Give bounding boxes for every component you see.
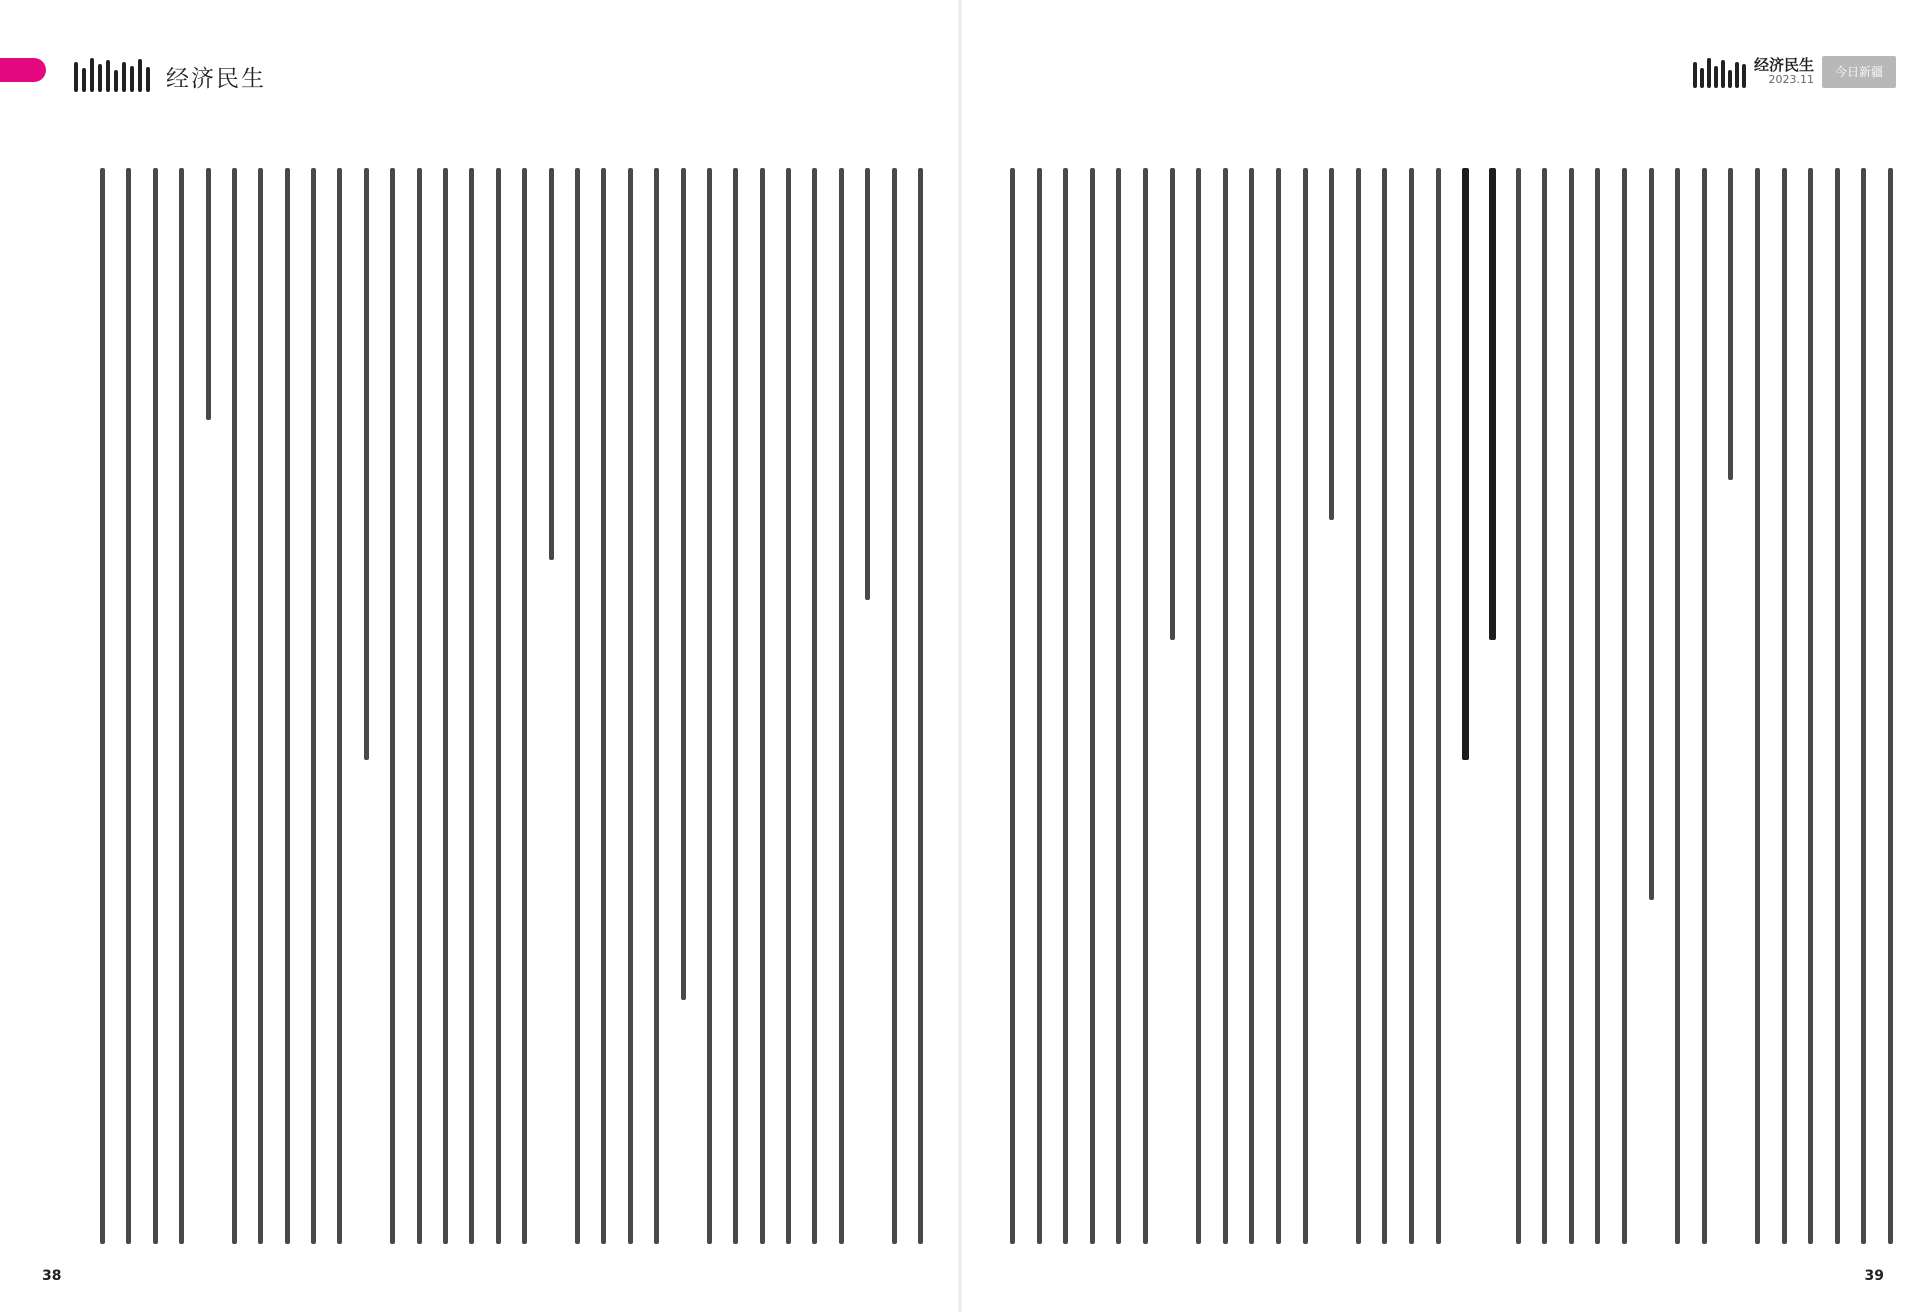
section-title: 经济民生 [1753, 56, 1814, 75]
text-column [364, 168, 369, 760]
text-column [1170, 168, 1175, 640]
text-column [522, 168, 527, 1244]
text-column [1303, 168, 1308, 1244]
text-column [733, 168, 738, 1244]
text-column [918, 168, 923, 1244]
text-column [1835, 168, 1840, 1244]
page-gutter [958, 0, 962, 1312]
text-column [1622, 168, 1627, 1244]
text-column [681, 168, 686, 1000]
text-column [337, 168, 342, 1244]
text-column [1888, 168, 1893, 1244]
text-column [1249, 168, 1254, 1244]
text-column [1755, 168, 1760, 1244]
text-column [390, 168, 395, 1244]
text-column [179, 168, 184, 1244]
text-column [1276, 168, 1281, 1244]
section-title: 经济民生 [166, 66, 266, 92]
text-column [628, 168, 633, 1244]
text-column [1356, 168, 1361, 1244]
text-column [206, 168, 211, 420]
text-column [1223, 168, 1228, 1244]
text-column [1196, 168, 1201, 1244]
text-column [839, 168, 844, 1244]
text-column [1063, 168, 1068, 1244]
text-column [1382, 168, 1387, 1244]
text-column [1489, 168, 1496, 640]
text-column [1808, 168, 1813, 1244]
text-column [1516, 168, 1521, 1244]
right-page-header [1693, 52, 1896, 92]
text-column [1462, 168, 1469, 760]
magazine-logo: 今日新疆 [1822, 56, 1896, 88]
text-column [285, 168, 290, 1244]
text-column [1782, 168, 1787, 1244]
text-column [575, 168, 580, 1244]
text-column [549, 168, 554, 560]
text-column [311, 168, 316, 1244]
text-column [707, 168, 712, 1244]
text-column [786, 168, 791, 1244]
text-column [1010, 168, 1015, 1244]
text-column [1675, 168, 1680, 1244]
text-column [1702, 168, 1707, 1244]
text-column [1037, 168, 1042, 1244]
text-column [601, 168, 606, 1244]
text-column [496, 168, 501, 1244]
text-column [443, 168, 448, 1244]
text-column [1542, 168, 1547, 1244]
text-column [1728, 168, 1733, 480]
text-column [258, 168, 263, 1244]
page-number-right: 39 [1864, 1268, 1884, 1284]
text-column [1569, 168, 1574, 1244]
text-column [1409, 168, 1414, 1244]
text-column [1329, 168, 1334, 520]
section-title-mongolian [1693, 56, 1746, 88]
text-column [126, 168, 131, 1244]
text-column [865, 168, 870, 600]
text-column [1649, 168, 1654, 900]
text-column [892, 168, 897, 1244]
text-column [100, 168, 105, 1244]
section-title-mongolian [74, 58, 150, 92]
text-column [812, 168, 817, 1244]
text-column [417, 168, 422, 1244]
text-column [654, 168, 659, 1244]
text-column [1595, 168, 1600, 1244]
header-title-block [1754, 58, 1814, 85]
text-column [760, 168, 765, 1244]
text-column [1116, 168, 1121, 1244]
text-column [1143, 168, 1148, 1244]
text-column [1861, 168, 1866, 1244]
text-column [1090, 168, 1095, 1244]
text-column [232, 168, 237, 1244]
page-number-left: 38 [42, 1268, 62, 1284]
text-column [1436, 168, 1441, 1244]
text-column [469, 168, 474, 1244]
issue-date: 2023.11 [1768, 73, 1814, 87]
text-column [153, 168, 158, 1244]
section-accent-tab [0, 58, 46, 82]
